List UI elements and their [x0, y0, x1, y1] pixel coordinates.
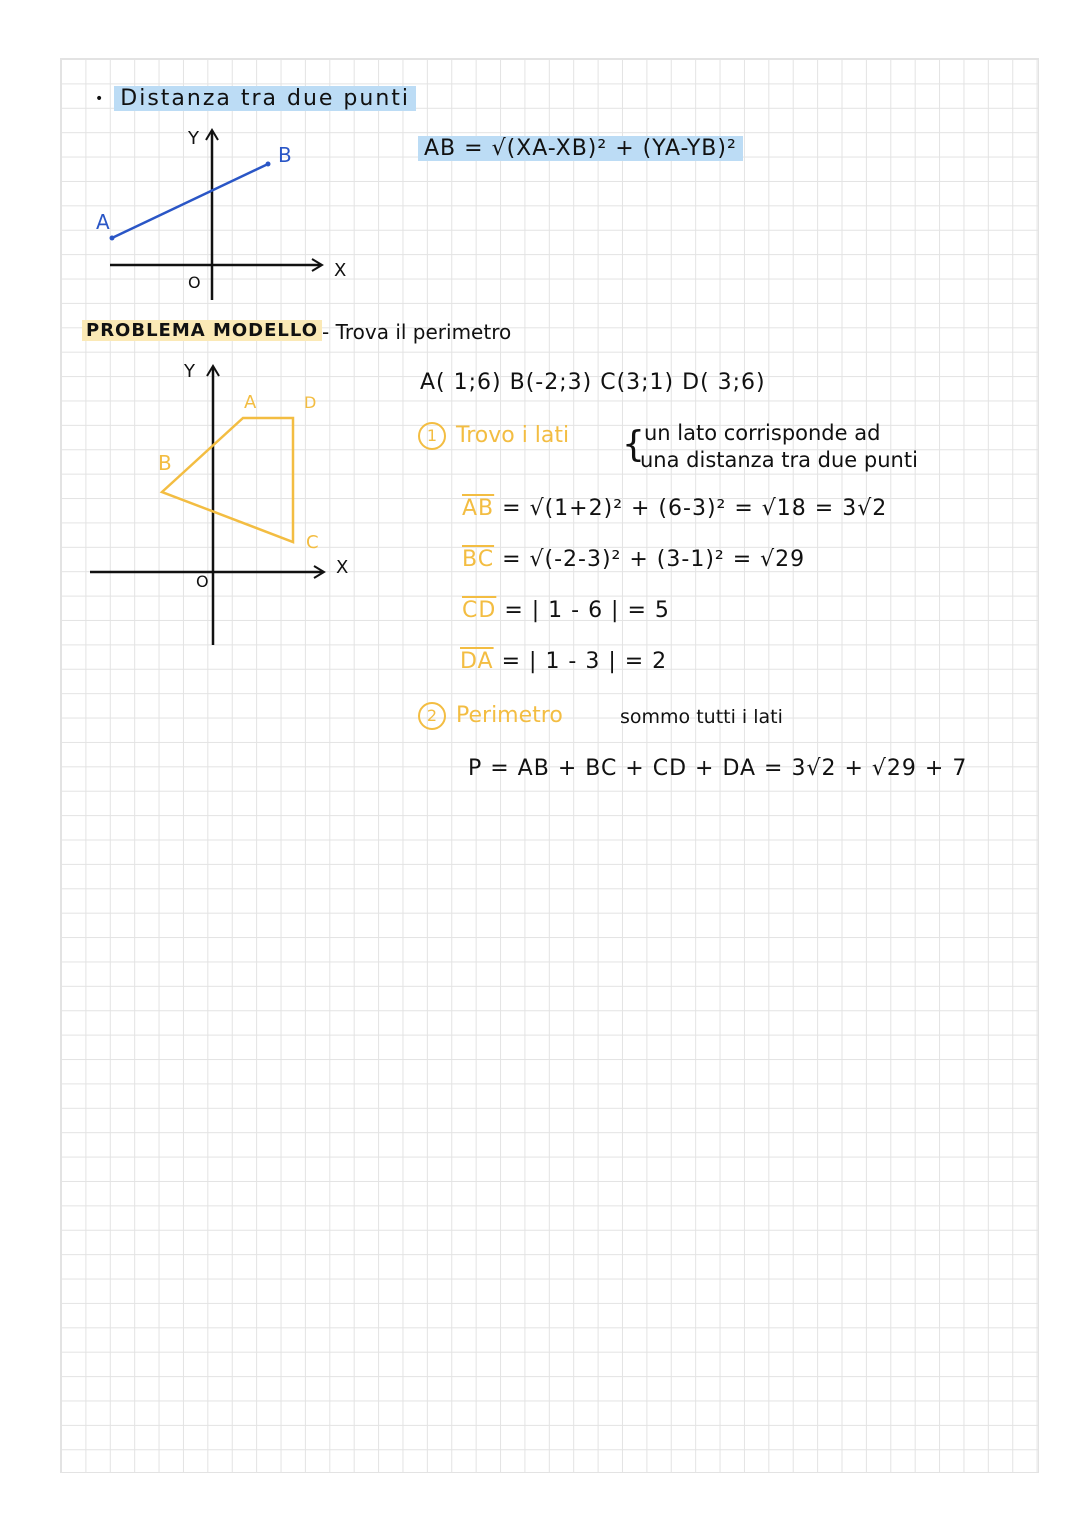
calc-da — [460, 649, 667, 674]
label-d: D — [304, 393, 317, 412]
step1-title: Trovo i lati — [456, 423, 570, 448]
step2-heading — [418, 702, 563, 730]
step2-note: sommo tutti i lati — [620, 706, 783, 728]
problem-badge-text: PROBLEMA MODELLO — [82, 320, 322, 341]
calc-cd-seg: $\overline{CD}$ — [462, 598, 497, 623]
step1-number: 1 — [418, 422, 446, 450]
calc-bc-expr: = √(-2-3)² + (3-1)² = √29 — [502, 547, 806, 572]
label-b: B — [158, 451, 172, 475]
calc-da-seg: $\overline{DA}$ — [460, 649, 494, 674]
section-title: • Distanza tra due punti — [95, 86, 416, 111]
step1-heading — [418, 422, 569, 450]
brace-icon: { — [622, 424, 645, 465]
point-a-label: A — [96, 210, 110, 234]
quadrilateral-graph — [0, 0, 420, 660]
calc-da-expr: = | 1 - 3 | = 2 — [501, 649, 668, 674]
calc-ab-seg: $\overline{AB}$ — [462, 496, 495, 521]
step2-title: Perimetro — [456, 703, 563, 728]
calc-cd — [462, 598, 670, 623]
point-b-label: B — [278, 143, 292, 167]
points-coordinates: A( 1;6) B(-2;3) C(3;1) D( 3;6) — [420, 370, 766, 395]
calc-bc-seg: $\overline{BC}$ — [462, 547, 495, 572]
step1-note-line1: un lato corrisponde ad — [644, 421, 881, 445]
section-title-text: Distanza tra due punti — [114, 86, 416, 111]
calc-ab-expr: = √(1+2)² + (6-3)² = √18 = 3√2 — [502, 496, 888, 521]
quadrilateral-abcd — [162, 418, 293, 542]
step2-number: 2 — [418, 702, 446, 730]
label-c: C — [306, 532, 319, 553]
x-label: X — [334, 260, 347, 281]
perimeter-result: P = AB + BC + CD + DA = 3√2 + √29 + 7 — [468, 756, 968, 781]
calc-bc — [462, 547, 805, 572]
origin-label-2: O — [196, 572, 209, 591]
calc-cd-expr: = | 1 - 6 | = 5 — [504, 598, 670, 623]
calc-ab — [462, 496, 887, 521]
distance-formula-text: AB = √(XA-XB)² + (YA-YB)² — [418, 136, 743, 161]
y-label: Y — [188, 128, 199, 149]
x-label-2: X — [336, 557, 349, 578]
problem-task: - Trova il perimetro — [322, 320, 512, 344]
step1-note-line2: una distanza tra due punti — [640, 448, 918, 472]
y-label-2: Y — [184, 361, 195, 382]
origin-label: O — [188, 273, 201, 292]
label-a: A — [244, 392, 257, 413]
distance-formula — [418, 136, 743, 161]
